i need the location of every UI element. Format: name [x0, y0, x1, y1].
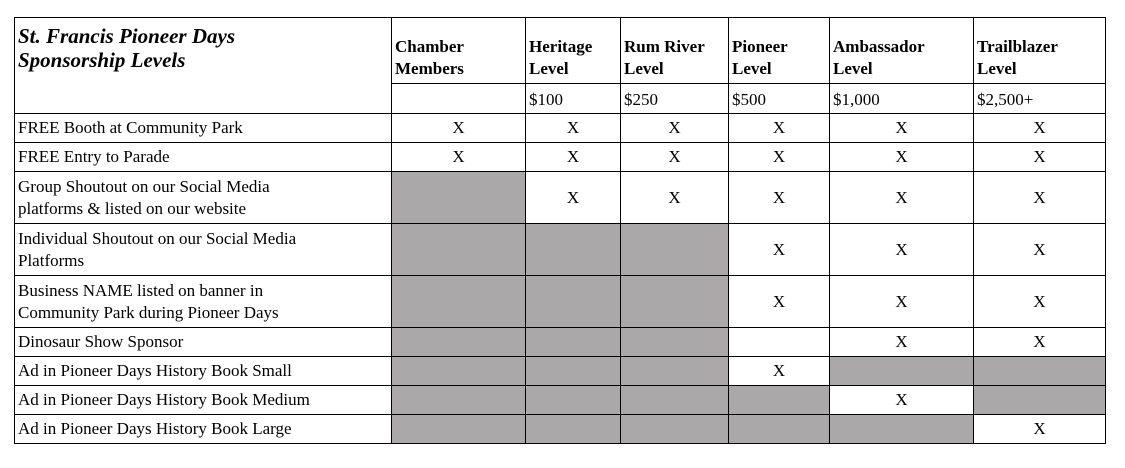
included-mark: X	[621, 114, 729, 143]
shaded-cell	[526, 386, 621, 415]
included-mark: X	[974, 328, 1106, 357]
price-rum-river: $250	[621, 84, 729, 114]
shaded-cell	[729, 386, 830, 415]
price-pioneer: $500	[729, 84, 830, 114]
price-ambassador: $1,000	[830, 84, 974, 114]
benefit-label-line-1: FREE Entry to Parade	[18, 147, 170, 166]
benefit-row	[15, 357, 1106, 386]
shaded-cell	[526, 357, 621, 386]
level-header-trailblazer: Trailblazer Level	[974, 18, 1106, 84]
shaded-cell	[526, 328, 621, 357]
benefit-row	[15, 386, 1106, 415]
included-mark: X	[974, 114, 1106, 143]
price-row	[15, 84, 1106, 114]
included-mark: X	[830, 172, 974, 224]
benefit-label-line-2: platforms & listed on our website	[18, 198, 247, 218]
shaded-cell	[392, 386, 526, 415]
benefit-row	[15, 172, 1106, 224]
shaded-cell	[974, 386, 1106, 415]
title-line-2: Sponsorship Levels	[18, 48, 186, 72]
shaded-cell	[392, 172, 526, 224]
title-line-1: St. Francis Pioneer Days	[18, 24, 236, 48]
shaded-cell	[526, 415, 621, 444]
included-mark: X	[526, 143, 621, 172]
benefit-label	[15, 224, 392, 276]
included-mark: X	[729, 172, 830, 224]
benefit-label	[15, 386, 392, 415]
included-mark: X	[830, 143, 974, 172]
shaded-cell	[621, 386, 729, 415]
included-mark: X	[392, 143, 526, 172]
included-mark: X	[830, 114, 974, 143]
price-row-label	[15, 84, 392, 114]
price-chamber	[392, 84, 526, 114]
benefit-label	[15, 114, 392, 143]
shaded-cell	[621, 276, 729, 328]
benefit-row	[15, 114, 1106, 143]
shaded-cell	[392, 276, 526, 328]
included-mark: X	[729, 143, 830, 172]
benefit-label-line-1: Individual Shoutout on our Social Media	[18, 228, 297, 248]
shaded-cell	[974, 357, 1106, 386]
shaded-cell	[621, 357, 729, 386]
benefit-label	[15, 276, 392, 328]
benefit-label-line-1: FREE Booth at Community Park	[18, 118, 243, 137]
benefit-label-line-2: Community Park during Pioneer Days	[18, 302, 279, 322]
empty-cell	[729, 328, 830, 357]
price-heritage: $100	[526, 84, 621, 114]
benefit-label	[15, 357, 392, 386]
level-header-chamber: Chamber Members	[392, 18, 526, 84]
benefit-label-line-1: Ad in Pioneer Days History Book Small	[18, 361, 292, 380]
benefit-label-line-1: Dinosaur Show Sponsor	[18, 332, 184, 351]
benefit-label-line-1: Ad in Pioneer Days History Book Large	[18, 419, 292, 438]
included-mark: X	[526, 114, 621, 143]
shaded-cell	[392, 224, 526, 276]
included-mark: X	[974, 143, 1106, 172]
included-mark: X	[729, 276, 830, 328]
benefit-label-line-2: Platforms	[18, 250, 85, 270]
shaded-cell	[392, 415, 526, 444]
header-row	[15, 18, 1106, 84]
included-mark: X	[830, 328, 974, 357]
level-header-heritage: Heritage Level	[526, 18, 621, 84]
benefit-label-line-1: Group Shoutout on our Social Media	[18, 176, 270, 196]
benefit-row	[15, 224, 1106, 276]
shaded-cell	[621, 328, 729, 357]
level-header-pioneer: Pioneer Level	[729, 18, 830, 84]
shaded-cell	[392, 357, 526, 386]
included-mark: X	[621, 172, 729, 224]
benefit-row	[15, 276, 1106, 328]
shaded-cell	[830, 415, 974, 444]
table-title	[15, 18, 392, 84]
sponsorship-table	[14, 17, 1106, 444]
included-mark: X	[526, 172, 621, 224]
included-mark: X	[729, 114, 830, 143]
benefit-label	[15, 172, 392, 224]
included-mark: X	[392, 114, 526, 143]
shaded-cell	[830, 357, 974, 386]
included-mark: X	[729, 224, 830, 276]
included-mark: X	[974, 224, 1106, 276]
shaded-cell	[392, 328, 526, 357]
level-header-rum-river: Rum River Level	[621, 18, 729, 84]
shaded-cell	[729, 415, 830, 444]
shaded-cell	[621, 224, 729, 276]
benefit-label	[15, 415, 392, 444]
price-trailblazer: $2,500+	[974, 84, 1106, 114]
included-mark: X	[729, 357, 830, 386]
included-mark: X	[621, 143, 729, 172]
included-mark: X	[830, 276, 974, 328]
included-mark: X	[830, 224, 974, 276]
benefit-row	[15, 143, 1106, 172]
benefit-label-line-1: Ad in Pioneer Days History Book Medium	[18, 390, 310, 409]
benefit-label	[15, 143, 392, 172]
benefit-row	[15, 328, 1106, 357]
shaded-cell	[526, 224, 621, 276]
included-mark: X	[974, 415, 1106, 444]
shaded-cell	[526, 276, 621, 328]
level-header-ambassador: Ambassador Level	[830, 18, 974, 84]
included-mark: X	[974, 172, 1106, 224]
shaded-cell	[621, 415, 729, 444]
included-mark: X	[974, 276, 1106, 328]
included-mark: X	[830, 386, 974, 415]
benefit-label-line-1: Business NAME listed on banner in	[18, 280, 264, 300]
benefit-row	[15, 415, 1106, 444]
benefit-label	[15, 328, 392, 357]
